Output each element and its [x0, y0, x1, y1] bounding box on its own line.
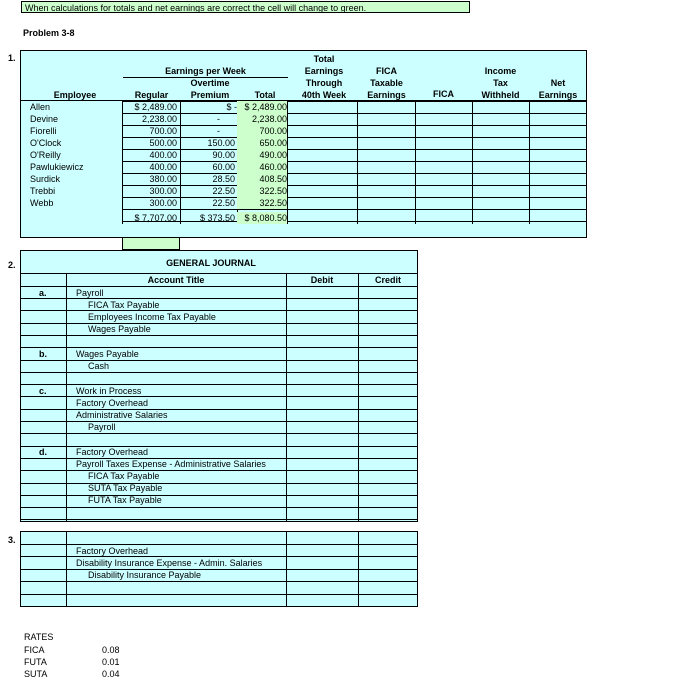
regular-cell[interactable]: 400.00 [149, 162, 177, 172]
account-line: Factory Overhead [76, 398, 149, 408]
grid-line [122, 209, 287, 210]
regular-cell[interactable]: 2,238.00 [141, 114, 177, 124]
total-cell[interactable]: 2,238.00 [237, 113, 287, 125]
account-line: Cash [88, 361, 110, 371]
regular-cell[interactable]: 300.00 [149, 198, 177, 208]
grid-line [287, 197, 587, 198]
grid-line [472, 100, 473, 224]
total-cell[interactable]: 490.00 [237, 149, 287, 161]
account-line: FUTA Tax Payable [88, 495, 162, 505]
grid-line [287, 221, 587, 222]
total-cell[interactable]: 460.00 [237, 161, 287, 173]
grid-line [287, 173, 587, 174]
grid-line [358, 273, 359, 522]
total-header: Total [254, 90, 276, 100]
account-line: Factory Overhead [76, 546, 149, 556]
rates-title: RATES [24, 632, 54, 642]
account-line: Administrative Salaries [76, 410, 168, 420]
rate-label-fica: FICA [24, 645, 45, 655]
section-number-1: 1. [8, 53, 16, 63]
entry-letter-d: d. [39, 447, 47, 457]
account-line: Wages Payable [88, 324, 151, 334]
rate-value-futa: 0.01 [102, 657, 120, 667]
overtime-header-1: Overtime [190, 78, 230, 88]
total-cell[interactable]: 322.50 [237, 197, 287, 209]
overtime-cell[interactable]: 22.50 [212, 186, 235, 196]
grid-line [287, 113, 587, 114]
account-line: FICA Tax Payable [88, 471, 160, 481]
section-number-2: 2. [8, 260, 16, 270]
account-title-header: Account Title [147, 275, 205, 285]
grid-line [358, 531, 359, 607]
grid-line [357, 100, 358, 224]
credit-header: Credit [374, 275, 401, 285]
regular-total[interactable]: $ 7,707.00 [134, 213, 177, 223]
account-line: Payroll [88, 422, 116, 432]
regular-cell[interactable]: 300.00 [149, 186, 177, 196]
account-line: SUTA Tax Payable [88, 483, 163, 493]
grid-line [287, 149, 587, 150]
overtime-cell[interactable]: 22.50 [212, 198, 235, 208]
account-line: Payroll Taxes Expense - Administrative Salaries [76, 459, 266, 469]
grid-line [529, 100, 530, 224]
grid-line [287, 137, 587, 138]
regular-cell[interactable]: 380.00 [149, 174, 177, 184]
total-earnings-header: Total Earnings Through 40th Week [301, 54, 347, 100]
overtime-cell[interactable]: - [217, 126, 220, 136]
section-number-3: 3. [8, 535, 16, 545]
employee-name: O'Reilly [30, 150, 61, 160]
rate-value-fica: 0.08 [102, 645, 120, 655]
overtime-cell[interactable]: 150.00 [207, 138, 235, 148]
account-line: Work in Process [76, 386, 142, 396]
grid-line [66, 531, 67, 607]
regular-cell[interactable]: 500.00 [149, 138, 177, 148]
account-line: Factory Overhead [76, 447, 149, 457]
employee-name: Trebbi [30, 186, 56, 196]
employee-name: Surdick [30, 174, 61, 184]
regular-cell[interactable]: 400.00 [149, 150, 177, 160]
grid-line [287, 101, 587, 102]
employee-header: Employee [53, 90, 97, 100]
employee-name: O'Clock [30, 138, 62, 148]
account-line: Disability Insurance Payable [88, 570, 202, 580]
overtime-cell[interactable]: $ - [226, 102, 237, 112]
regular-header: Regular [134, 90, 169, 100]
employee-name: Webb [30, 198, 54, 208]
grid-line [286, 273, 287, 522]
account-line: Wages Payable [76, 349, 139, 359]
employee-name: Allen [30, 102, 51, 112]
total-cell[interactable]: 650.00 [237, 137, 287, 149]
regular-cell[interactable]: $ 2,489.00 [134, 102, 177, 112]
employee-name: Devine [30, 114, 59, 124]
grid-line [287, 100, 288, 224]
entry-letter-c: c. [39, 386, 47, 396]
grid-line [287, 209, 587, 210]
overtime-cell[interactable]: 28.50 [212, 174, 235, 184]
grid-line [287, 125, 587, 126]
rate-value-suta: 0.04 [102, 669, 120, 679]
account-line: Employees Income Tax Payable [88, 312, 216, 322]
entry-letter-b: b. [39, 349, 47, 359]
earnings-per-week-header: Earnings per Week [165, 66, 246, 76]
extra-cell[interactable] [122, 237, 180, 250]
fica-taxable-header: FICA Taxable Earnings [367, 66, 406, 100]
grid-line [287, 185, 587, 186]
grid-line [66, 273, 67, 522]
problem-title: Problem 3-8 [23, 28, 75, 38]
account-line: Disability Insurance Expense - Admin. Salaries [76, 558, 263, 568]
grid-line [286, 531, 287, 607]
overtime-header-2: Premium [190, 90, 230, 100]
overtime-total[interactable]: $ 373.50 [199, 213, 235, 223]
journal-title: GENERAL JOURNAL [166, 258, 256, 268]
overtime-cell[interactable]: 60.00 [212, 162, 235, 172]
regular-cell[interactable]: 700.00 [149, 126, 177, 136]
overtime-cell[interactable]: - [217, 114, 220, 124]
total-cell[interactable]: 700.00 [237, 125, 287, 137]
net-earnings-header: Net Earnings [538, 78, 578, 100]
rate-label-suta: SUTA [24, 669, 48, 679]
total-cell[interactable]: $ 2,489.00 [237, 101, 287, 113]
grid-line [415, 100, 416, 224]
employee-name: Pawlukiewicz [30, 162, 84, 172]
debit-header: Debit [310, 275, 334, 285]
rate-label-futa: FUTA [24, 657, 47, 667]
fica-header: FICA [433, 89, 454, 99]
instruction-banner: When calculations for totals and net earnings are correct the cell will change to green. [21, 1, 470, 13]
account-line: FICA Tax Payable [88, 300, 160, 310]
entry-letter-a: a. [39, 288, 47, 298]
income-tax-header: Income Tax Withheld [481, 66, 520, 100]
total-cell[interactable]: 322.50 [237, 185, 287, 197]
grid-line [287, 161, 587, 162]
account-line: Payroll [76, 288, 104, 298]
employee-name: Fiorelli [30, 126, 57, 136]
overtime-cell[interactable]: 90.00 [212, 150, 235, 160]
total-cell[interactable]: 408.50 [237, 173, 287, 185]
grand-total[interactable]: $ 8,080.50 [237, 212, 287, 224]
